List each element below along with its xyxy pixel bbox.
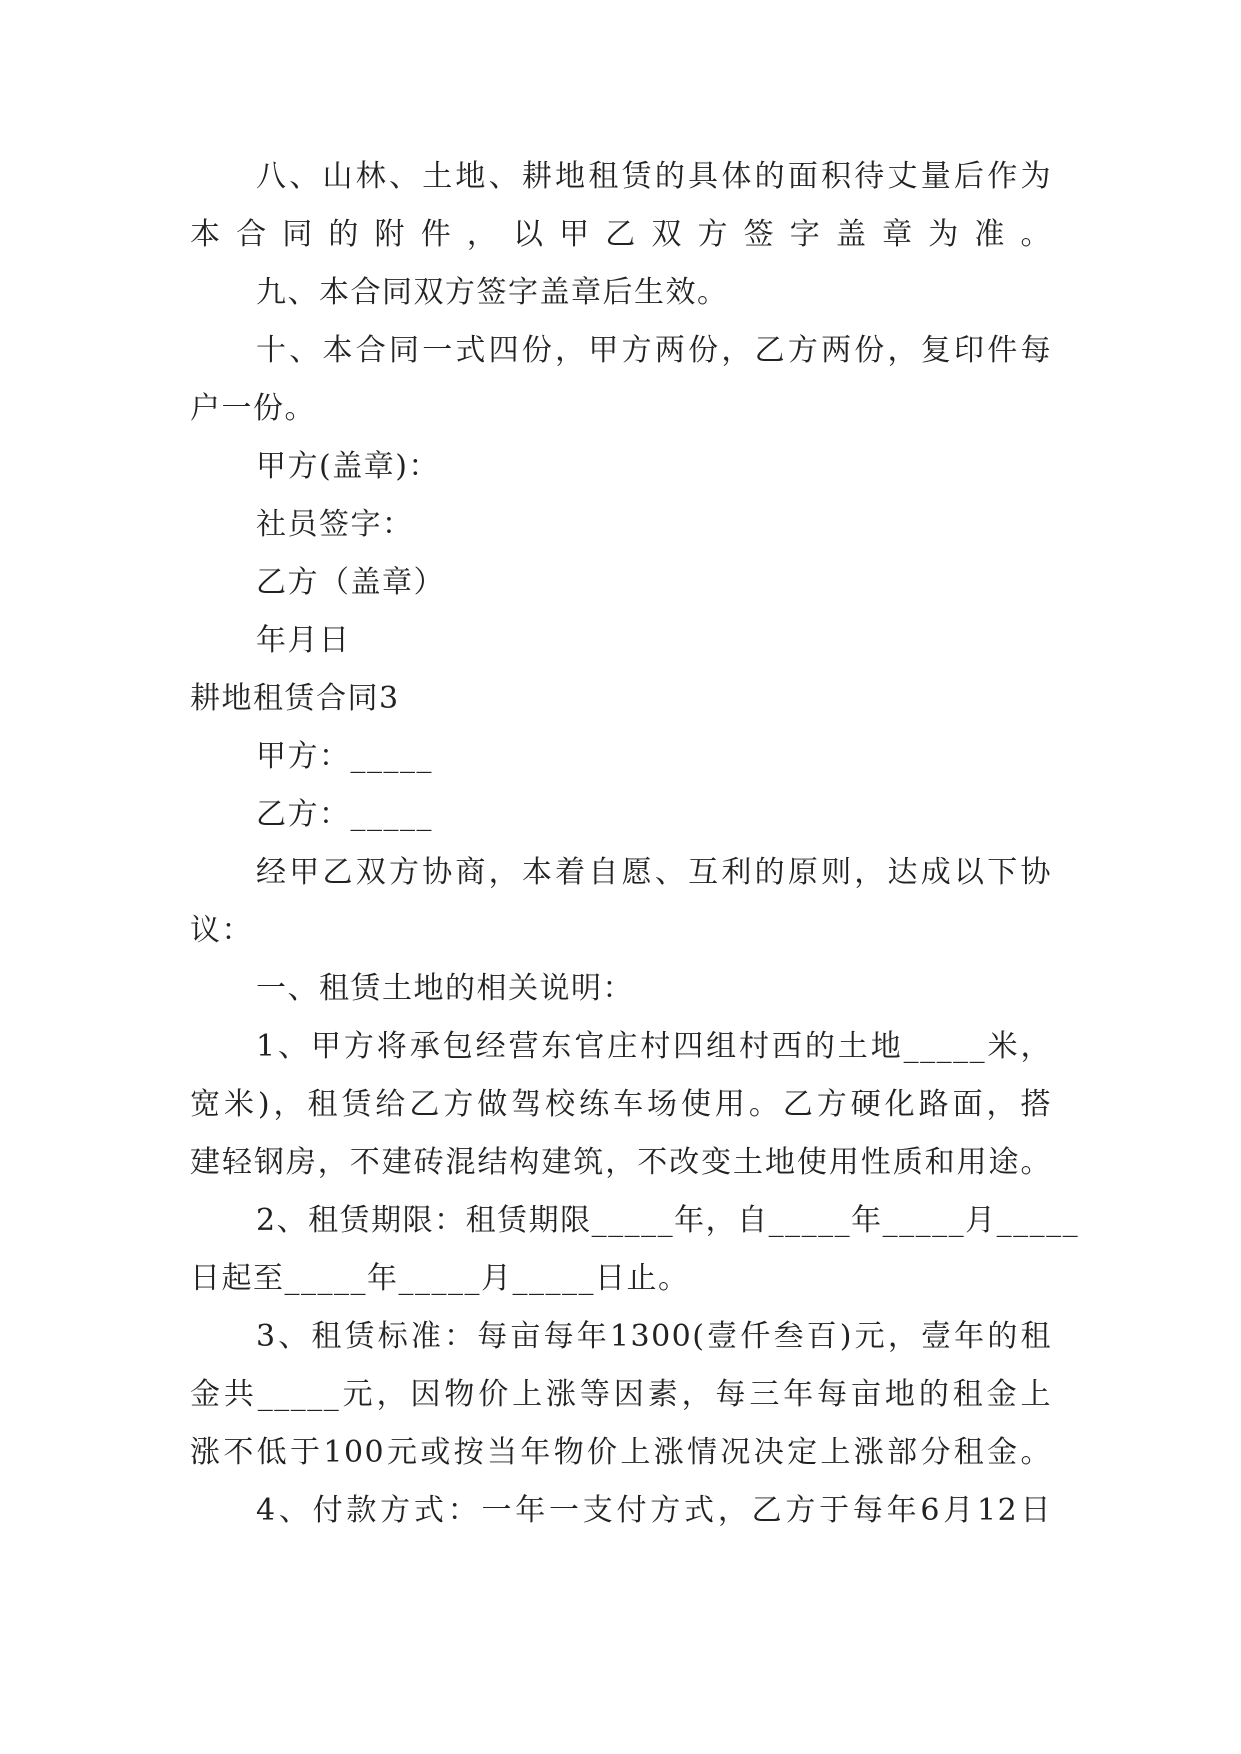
paragraph-line: 涨不低于100元或按当年物价上涨情况决定上涨部分租金。 (190, 1435, 1052, 1470)
paragraph-line: 日起至_____年_____月_____日止。 (190, 1261, 690, 1296)
date-line: 年月日 (256, 623, 351, 658)
paragraph-line: 建轻钢房，不建砖混结构建筑，不改变土地使用性质和用途。 (190, 1145, 1052, 1180)
paragraph-line: 4、付款方式：一年一支付方式，乙方于每年6月12日 (256, 1493, 1052, 1528)
paragraph-line: 宽米)，租赁给乙方做驾校练车场使用。乙方硬化路面，搭 (190, 1087, 1052, 1122)
party-a-line: 甲方：_____ (256, 739, 433, 774)
paragraph-line: 九、本合同双方签字盖章后生效。 (256, 275, 729, 310)
paragraph-line: 户一份。 (190, 391, 316, 426)
section-title: 耕地租赁合同3 (190, 681, 400, 716)
paragraph-line: 1、甲方将承包经营东官庄村四组村西的土地_____米， (256, 1029, 1052, 1064)
paragraph-line: 经甲乙双方协商，本着自愿、互利的原则，达成以下协 (256, 855, 1052, 890)
signature-line-members: 社员签字： (256, 507, 414, 542)
paragraph-line: 十、本合同一式四份，甲方两份，乙方两份，复印件每 (256, 333, 1052, 368)
signature-line-party-a: 甲方(盖章)： (256, 449, 440, 484)
paragraph-line: 本合同的附件，以甲乙双方签字盖章为准。 (190, 217, 1052, 252)
paragraph-line: 金共_____元，因物价上涨等因素，每三年每亩地的租金上 (190, 1377, 1052, 1412)
paragraph-line: 议： (190, 913, 253, 948)
paragraph-line: 3、租赁标准：每亩每年1300(壹仟叁百)元，壹年的租 (256, 1319, 1052, 1354)
clause-heading: 一、租赁土地的相关说明： (256, 971, 634, 1006)
signature-line-party-b: 乙方（盖章） (256, 565, 445, 600)
party-b-line: 乙方：_____ (256, 797, 433, 832)
paragraph-line: 八、山林、土地、耕地租赁的具体的面积待丈量后作为 (256, 159, 1052, 194)
paragraph-line: 2、租赁期限：租赁期限_____年，自_____年_____月_____ (256, 1203, 1080, 1238)
